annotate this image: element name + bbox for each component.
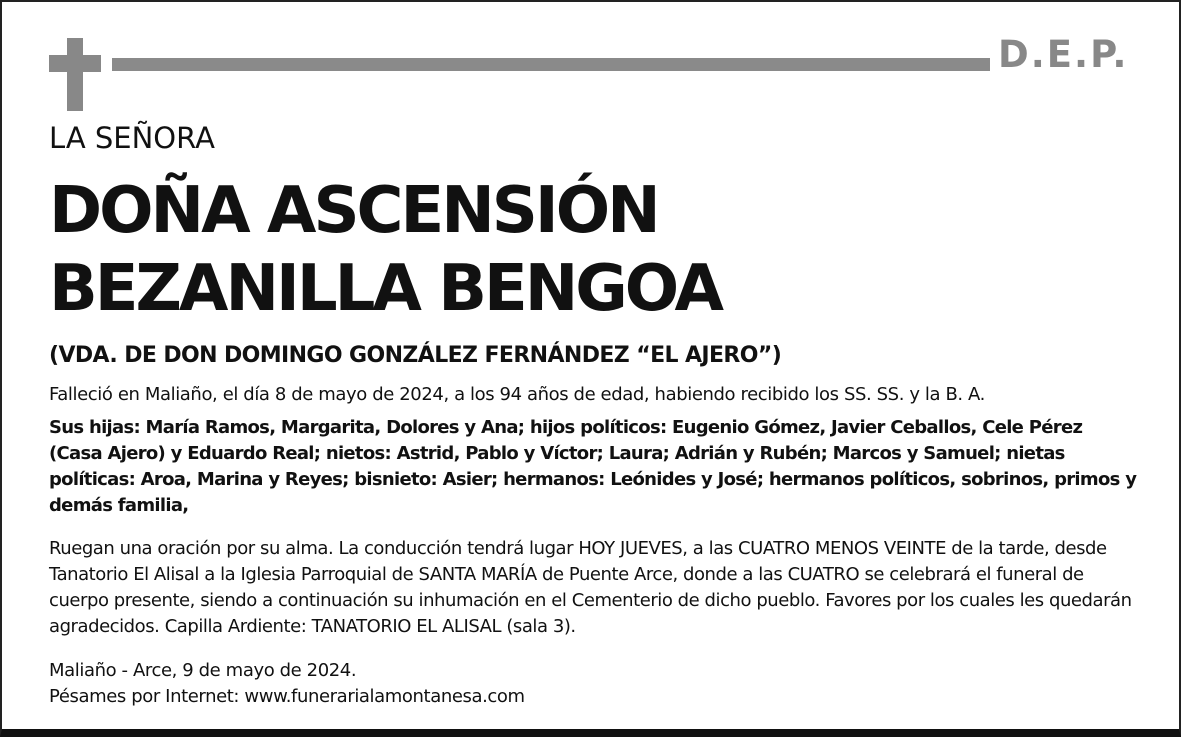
cross-horizontal-bar xyxy=(49,55,101,72)
place-date: Maliaño - Arce, 9 de mayo de 2024. xyxy=(49,660,357,681)
deceased-name-line-1: DOÑA ASCENSIÓN xyxy=(49,174,658,248)
dep-label: D.E.P. xyxy=(998,33,1129,76)
lead-title: LA SEÑORA xyxy=(49,121,215,155)
deceased-name xyxy=(49,172,1139,328)
family-list: Sus hijas: María Ramos, Margarita, Dolores y Ana; hijos políticos: Eugenio Gómez, Javier Ceballos, Cele Pérez (Casa Ajero) y Eduardo Real; nietos: Astrid, Pablo y Víctor; Laura; Adrián y Rubén; Marcos y Samuel; nietas políticas: Aroa, Marina y Reyes; bisnieto: Asier; hermanos: Leónides y José; hermanos políticos, sobrinos, primos y demás familia, xyxy=(49,417,1137,516)
footer xyxy=(49,658,1139,710)
widow-of: (VDA. DE DON DOMINGO GONZÁLEZ FERNÁNDEZ “EL AJERO”) xyxy=(49,343,782,368)
condolences-website: Pésames por Internet: www.funerarialamontanesa.com xyxy=(49,686,525,707)
cross-vertical-bar xyxy=(67,38,83,111)
ceremony-info: Ruegan una oración por su alma. La conducción tendrá lugar HOY JUEVES, a las CUATRO MENOS VEINTE de la tarde, desde Tanatorio El Alisal a la Iglesia Parroquial de SANTA MARÍA de Puente Arce, donde a las CUATRO se celebrará el funeral de cuerpo presente, siendo a continuación su inhumación en el Cementerio de dicho pueblo. Favores por los cuales les quedarán agradecidos. Capilla Ardiente: TANATORIO EL ALISAL (sala 3). xyxy=(49,538,1132,637)
death-info: Falleció en Maliaño, el día 8 de mayo de 2024, a los 94 años de edad, habiendo recibido los SS. SS. y la B. A. xyxy=(49,384,985,405)
header-rule xyxy=(112,58,990,71)
deceased-name-line-2: BEZANILLA BENGOA xyxy=(49,252,721,326)
